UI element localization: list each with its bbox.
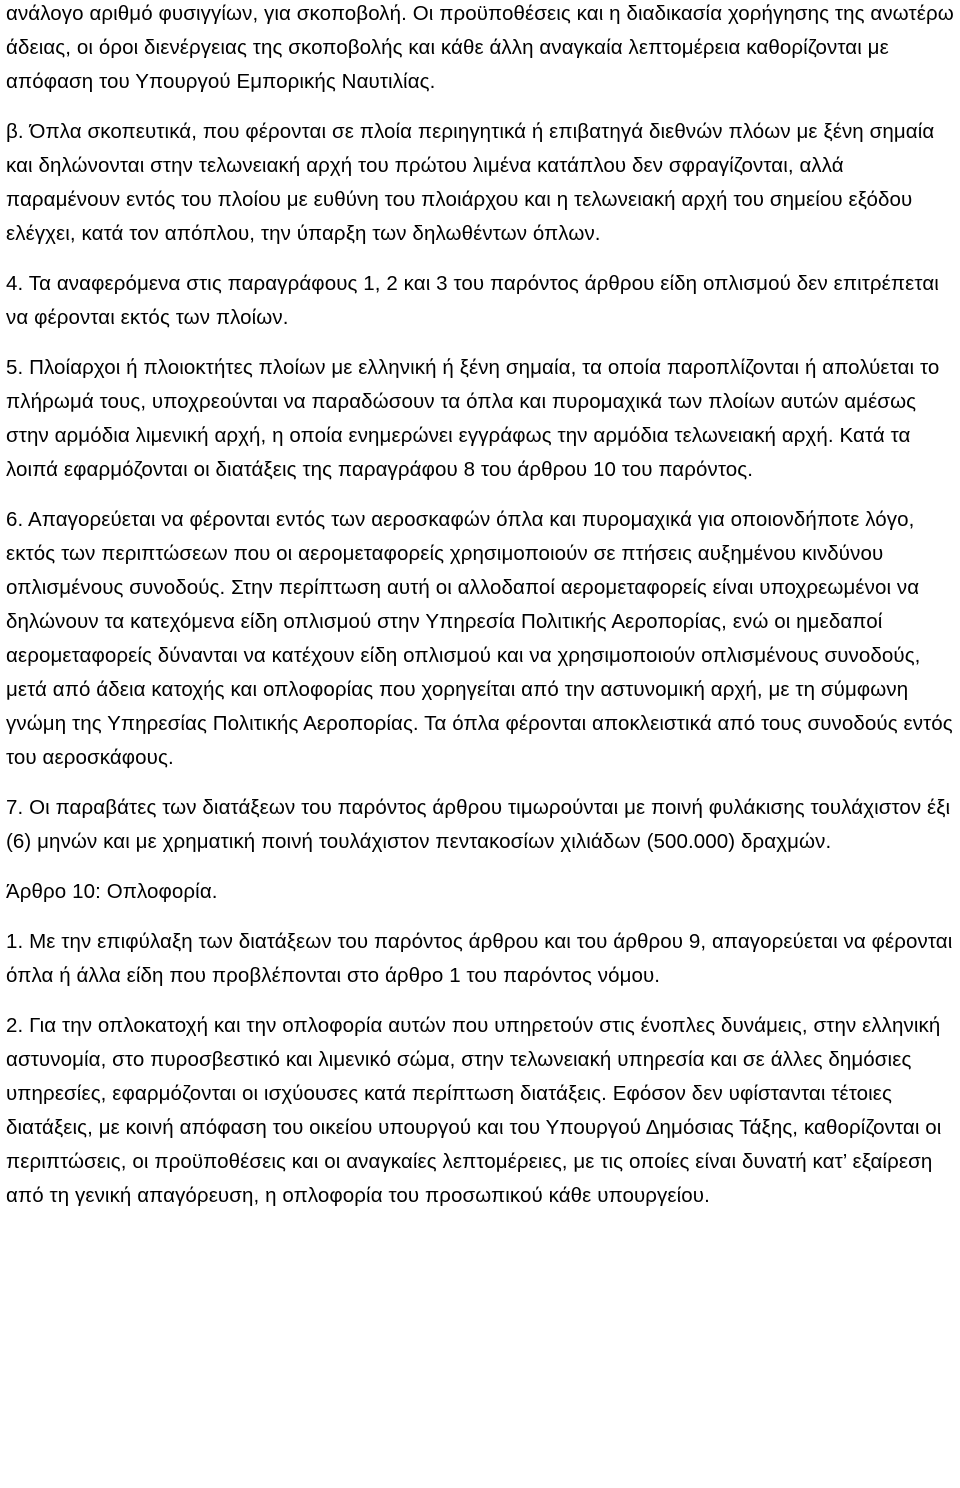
article-heading: Άρθρο 10: Οπλοφορία. xyxy=(6,880,218,903)
paragraph-continuation: ανάλογο αριθμό φυσιγγίων, για σκοποβολή. Οι προϋποθέσεις και η διαδικασία χορήγησης της ανωτέρω άδειας, οι όροι διενέργειας της σκοποβολής και κάθε άλλη αναγκαία λεπτομέρεια καθορίζονται με απόφαση του Υπουργού Εμπορικής Ναυτιλίας. xyxy=(6,2,954,93)
paragraph-7: 7. Οι παραβάτες των διατάξεων του παρόντος άρθρου τιμωρούνται με ποινή φυλάκισης τουλάχιστον έξι (6) μηνών και με χρηματική ποινή τουλάχιστον πεντακοσίων χιλιάδων (500.000) δραχμών. xyxy=(6,796,951,853)
article-10-paragraph-2: 2. Για την οπλοκατοχή και την οπλοφορία αυτών που υπηρετούν στις ένοπλες δυνάμεις, στην ελληνική αστυνομία, στο πυροσβεστικό και λιμενικό σώμα, στην τελωνειακή υπηρεσία και σε άλλες δημόσιες υπηρεσίες, εφαρμόζονται οι ισχύουσες κατά περίπτωση διατάξεις. Εφόσον δεν υφίστανται τέτοιες διατάξεις, με κοινή απόφαση του οικείου υπουργού και του Υπουργού Δημόσιας Τάξης, καθορίζονται οι περιπτώσεις, οι προϋποθέσεις και οι αναγκαίες λεπτομέρειες, με τις οποίες είναι δυνατή κατ’ εξαίρεση από τη γενική απαγόρευση, η οπλοφορία του προσωπικού κάθε υπουργείου. xyxy=(6,1014,942,1207)
paragraph-6: 6. Απαγορεύεται να φέρονται εντός των αεροσκαφών όπλα και πυρομαχικά για οποιονδήποτε λόγο, εκτός των περιπτώσεων που οι αερομεταφορείς χρησιμοποιούν σε πτήσεις αυξημένου κινδύνου οπλισμένους συνοδούς. Στην περίπτωση αυτή οι αλλοδαποί αερομεταφορείς είναι υποχρεωμένοι να δηλώνουν τα κατεχόμενα είδη οπλισμού στην Υπηρεσία Πολιτικής Αεροπορίας, ενώ οι ημεδαποί αερομεταφορείς δύνανται να κατέχουν είδη οπλισμού και να χρησιμοποιούν οπλισμένους συνοδούς, μετά από άδεια κατοχής και οπλοφορίας που χορηγείται από την αστυνομική αρχή, με τη σύμφωνη γνώμη της Υπηρεσίας Πολιτικής Αεροπορίας. Τα όπλα φέρονται αποκλειστικά από τους συνοδούς εντός του αεροσκάφους. xyxy=(6,508,953,769)
paragraph-4: 4. Τα αναφερόμενα στις παραγράφους 1, 2 και 3 του παρόντος άρθρου είδη οπλισμού δεν επιτρέπεται να φέρονται εκτός των πλοίων. xyxy=(6,272,939,329)
paragraph-5: 5. Πλοίαρχοι ή πλοιοκτήτες πλοίων με ελληνική ή ξένη σημαία, τα οποία παροπλίζονται ή απολύεται το πλήρωμά τους, υποχρεούνται να παραδώσουν τα όπλα και πυρομαχικά των πλοίων αυτών αμέσως στην αρμόδια λιμενική αρχή, η οποία ενημερώνει εγγράφως την αρμόδια τελωνειακή αρχή. Κατά τα λοιπά εφαρμόζονται οι διατάξεις της παραγράφου 8 του άρθρου 10 του παρόντος. xyxy=(6,356,940,481)
document-page xyxy=(6,0,958,1213)
paragraph-item-b: β. Όπλα σκοπευτικά, που φέρονται σε πλοία περιηγητικά ή επιβατηγά διεθνών πλόων με ξένη σημαία και δηλώνονται στην τελωνειακή αρχή του πρώτου λιμένα κατάπλου δεν σφραγίζονται, αλλά παραμένουν εντός του πλοίου με ευθύνη του πλοιάρχου και η τελωνειακή αρχή του σημείου εξόδου ελέγχει, κατά τον απόπλου, την ύπαρξη των δηλωθέντων όπλων. xyxy=(6,120,935,245)
article-10-paragraph-1: 1. Με την επιφύλαξη των διατάξεων του παρόντος άρθρου και του άρθρου 9, απαγορεύεται να φέρονται όπλα ή άλλα είδη που προβλέπονται στο άρθρο 1 του παρόντος νόμου. xyxy=(6,930,953,987)
